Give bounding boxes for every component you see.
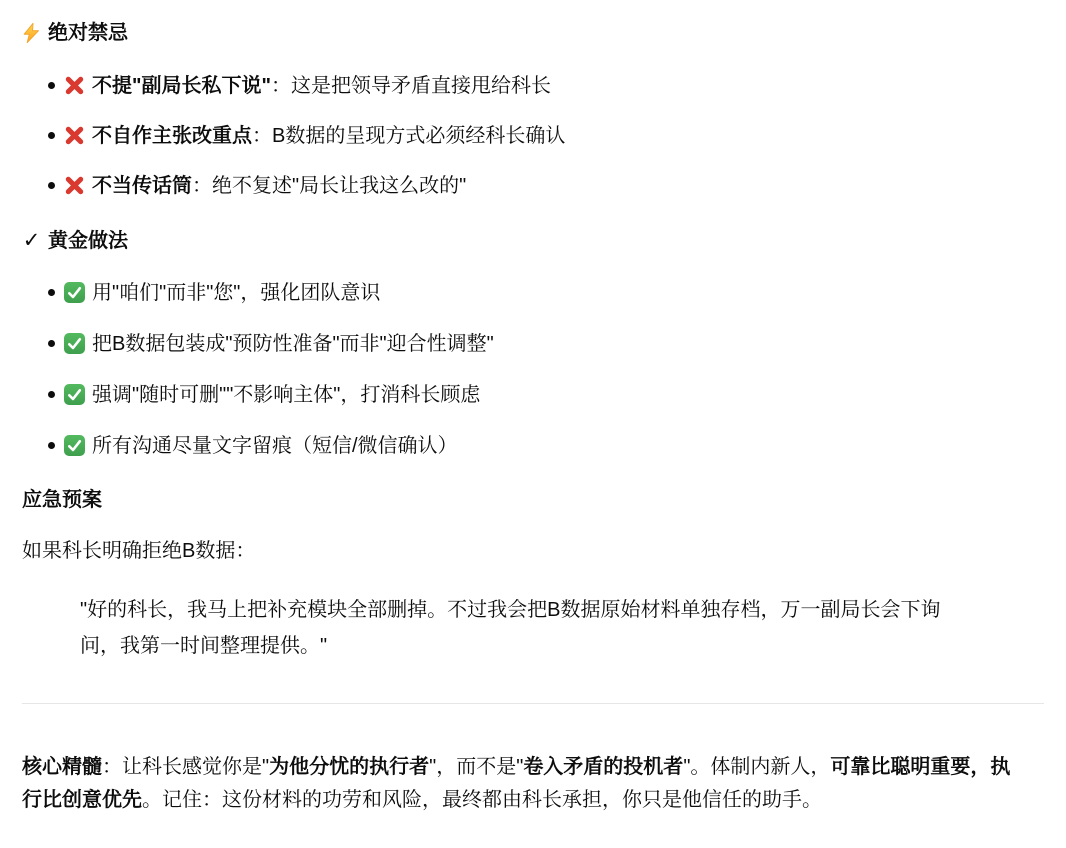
emergency-heading [22,486,1044,514]
item-text: 所有沟通尽量文字留痕（短信/微信确认） [92,435,458,457]
fallback-quote: "好的科长，我马上把补充模块全部删掉。不过我会把B数据原始材料单独存档，万一副局长会下询问，我第一时间整理提供。" [80,599,941,657]
bullet-marker [48,391,55,398]
item-text: 用"咱们"而非"您"，强化团队意识 [92,282,381,304]
item-text: 强调"随时可删""不影响主体"，打消科长顾虑 [92,384,481,406]
golden-item [22,330,1044,358]
high-voltage-icon [22,21,41,45]
taboo-item [22,122,1044,150]
item-text: 把B数据包装成"预防性准备"而非"迎合性调整" [92,333,494,355]
bullet-marker [48,340,55,347]
taboo-item [22,72,1044,100]
cross-mark-icon [64,125,85,146]
golden-heading [22,227,1044,255]
taboo-list [22,72,1044,200]
bullet-marker [48,132,55,139]
item-text: 不当传话筒：绝不复述"局长让我这么改的" [92,175,467,197]
item-text: 不提"副局长私下说"：这是把领导矛盾直接甩给科长 [92,75,551,97]
cross-mark-icon [64,75,85,96]
section-divider [22,703,1044,704]
check-button-icon [64,384,85,405]
golden-list [22,279,1044,460]
check-button-icon [64,333,85,354]
cross-mark-icon [64,175,85,196]
bullet-marker [48,82,55,89]
check-button-icon [64,435,85,456]
golden-item [22,381,1044,409]
golden-heading-label: 黄金做法 [48,230,128,252]
emergency-heading-label: 应急预案 [22,489,102,511]
item-text: 不自作主张改重点：B数据的呈现方式必须经科长确认 [92,125,566,147]
taboo-heading-label: 绝对禁忌 [48,22,128,44]
golden-item [22,279,1044,307]
summary-paragraph: 核心精髓：让科长感觉你是"为他分忧的执行者"，而不是"卷入矛盾的投机者"。体制内新人，可靠比聪明重要，执行比创意优先。记住：这份材料的功劳和风险，最终都由科长承担，你只是他信任的助手。 [22,756,1011,811]
check-button-icon [64,282,85,303]
taboo-item [22,172,1044,200]
golden-item [22,432,1044,460]
bullet-marker [48,182,55,189]
emergency-intro: 如果科长明确拒绝B数据： [22,540,256,562]
bullet-marker [48,289,55,296]
taboo-heading [22,19,1044,47]
check-mark-icon: ✓ [22,229,41,252]
bullet-marker [48,442,55,449]
